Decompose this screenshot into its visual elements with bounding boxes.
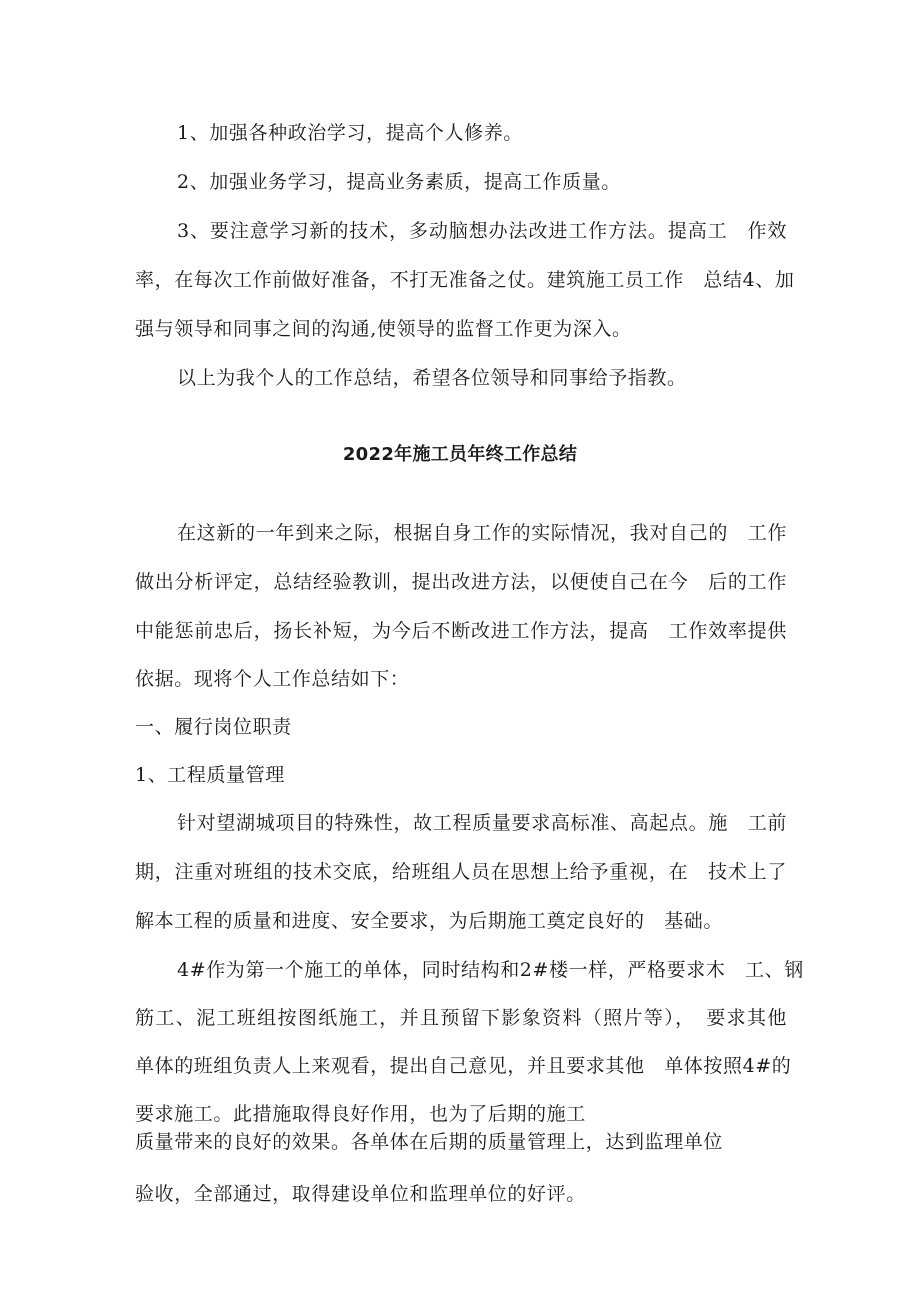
quality-para-2-line-5: 质量带来的良好的效果。各单体在后期的质量管理上，达到监理单位 (135, 1131, 724, 1153)
quality-para-1-line-3: 解本工程的质量和进度、安全要求，为后期施工奠定良好的 基础。 (135, 910, 724, 932)
section-heading: 一、履行岗位职责 (135, 716, 292, 738)
intro-line-4: 依据。现将个人工作总结如下： (135, 668, 410, 690)
document-title: 2022年施工员年终工作总结 (342, 444, 578, 465)
quality-para-1-line-1: 针对望湖城项目的特殊性，故工程质量要求高标准、高起点。施 工前 (177, 812, 787, 834)
intro-line-3: 中能惩前忠后，扬长补短，为今后不断改进工作方法，提高 工作效率提供 (135, 620, 787, 642)
list-item-1: 1、加强各种政治学习，提高个人修养。 (177, 122, 523, 144)
quality-para-1-line-2: 期，注重对班组的技术交底，给班组人员在思想上给予重视，在 技术上了 (135, 861, 787, 883)
quality-para-2-line-3: 单体的班组负责人上来观看，提出自己意见，并且要求其他 单体按照4#的 (135, 1055, 792, 1077)
quality-para-2-line-1: 4#作为第一个施工的单体，同时结构和2#楼一样，严格要求木 工、钢 (177, 959, 804, 981)
paragraph-3-line-1: 3、要注意学习新的技术，多动脑想办法改进工作方法。提高工 作效 (177, 220, 787, 242)
list-item-2: 2、加强业务学习，提高业务素质，提高工作质量。 (177, 171, 621, 193)
quality-para-2-line-4: 要求施工。此措施取得良好作用，也为了后期的施工 (135, 1103, 586, 1125)
closing-paragraph: 以上为我个人的工作总结，希望各位领导和同事给予指教。 (177, 367, 687, 389)
subsection-heading: 1、工程质量管理 (135, 764, 285, 786)
intro-line-1: 在这新的一年到来之际，根据自身工作的实际情况，我对自己的 工作 (177, 522, 787, 544)
intro-line-2: 做出分析评定，总结经验教训，提出改进方法，以便使自己在今 后的工作 (135, 571, 787, 593)
quality-para-2-line-6: 验收，全部通过，取得建设单位和监理单位的好评。 (135, 1183, 586, 1205)
paragraph-3-line-3: 强与领导和同事之间的沟通,使领导的监督工作更为深入。 (135, 318, 632, 340)
paragraph-3-line-2: 率，在每次工作前做好准备，不打无准备之仗。建筑施工员工作 总结4、加 (135, 269, 795, 291)
quality-para-2-line-2: 筋工、泥工班组按图纸施工，并且预留下影象资料（照片等）， 要求其他 (135, 1007, 787, 1029)
